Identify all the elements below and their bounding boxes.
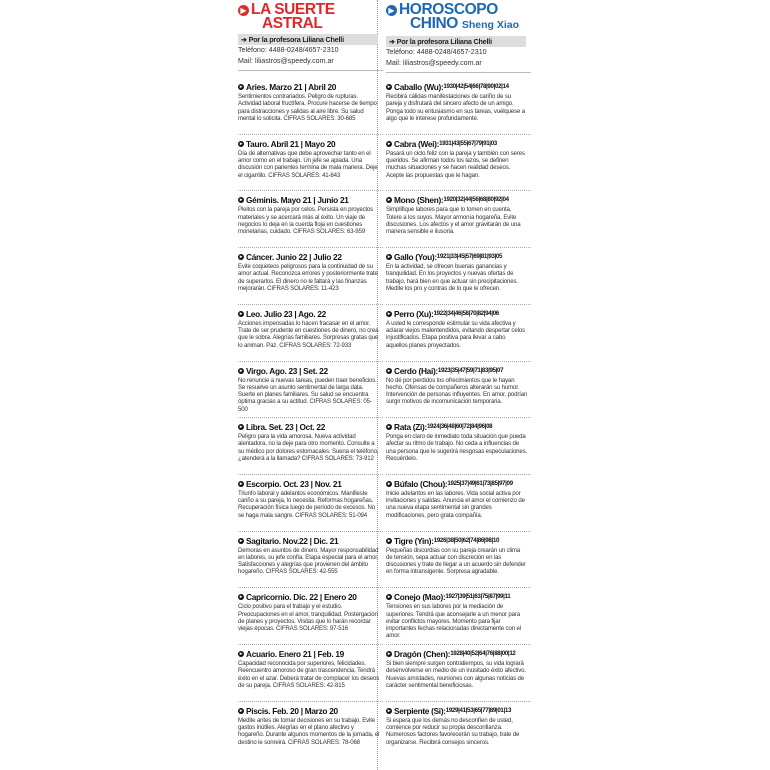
bullet-arrow-icon: ▸ — [239, 424, 243, 431]
bullet-arrow-icon: ▸ — [239, 197, 243, 204]
zodiac-entry-text: Triunfo laboral y adelantos económicos. Manifieste cariño a su pareja, lo necesita. Reformas hogareñas. Recuperación física luego de período de excesos. No se haga mala sangre. CIFRAS SOLARES: 51-094 — [238, 489, 375, 519]
bullet-arrow-icon: ▸ — [239, 707, 243, 714]
bullet-arrow-icon: ▸ — [387, 707, 391, 714]
zodiac-entry — [238, 366, 384, 413]
zodiac-entry — [238, 592, 384, 632]
chinese-entry-text: Ponga en claro de inmediato toda situación que pueda afectar su ritmo de trabajo. No ceda a influencias de una persona que le sugerirá riesgosas especulaciones. Recuérdelo. — [386, 433, 528, 463]
chinese-entry-text: Tensiones en sus labores por la mediación de superiores. Tendrá que aconsejarle a un menor para evitar conflictos mayores. Momento para fijar importantes fechas relacionadas directamente con el amor. — [386, 603, 521, 640]
chinese-entry-years: 1931|43|55|67|79|91|03 — [439, 139, 497, 147]
chinese-entry-years: 1926|38|50|62|74|86|98|10 — [433, 536, 500, 544]
chinese-entry-years: 1923|35|47|59|71|83|95|07 — [437, 366, 504, 374]
chinese-entry-heading — [386, 139, 532, 149]
entry-separator — [238, 134, 383, 135]
astral-title — [251, 3, 335, 30]
astral-title-line1: LA SUERTE — [251, 1, 335, 18]
chinese-entry-text: Pasará un ciclo feliz con la pareja y también con seres queridos. Se afirman todos los lazos, se definen muchas situaciones y se hacen realidad deseos. Acepte las propuestas que le hagan. — [386, 149, 525, 179]
chinese-header-rule — [386, 72, 531, 73]
astral-title-line2: ASTRAL — [262, 14, 323, 32]
chinese-entry — [386, 82, 532, 122]
chinese-entry-years: 1924|36|48|60|72|84|96|08 — [426, 423, 493, 431]
astral-phone: Teléfono: 4488-0248/4657-2310 — [238, 46, 339, 54]
zodiac-entry-text: Acciones impensadas lo hacen fracasar en el amor. Trate de ser prudente en cuestiones de dinero, no crea que le sobra. Alegrías familiares. Sorpresas gratas que lo animan. Paz. CIFRAS SOLARES: 72-933 — [238, 319, 379, 349]
chinese-title-sub: Sheng Xiao — [461, 18, 520, 31]
chinese-entry-text: Simplifique labores para que lo tomen en cuenta. Tolere a los suyos. Mayor armonía hogareña. Evite discusiones. Los afectos y el amor gravitarán de una manera sensible e ilusoria. — [386, 206, 521, 236]
zodiac-entry — [238, 82, 384, 122]
chinese-entry-heading — [386, 706, 532, 716]
zodiac-entry-heading — [238, 366, 384, 376]
zodiac-entry-text: No renuncie a nuevas tareas, pueden traer beneficios. Se resuelve un asunto sentimental de larga data. Suerte en planes familiares. Su salud se encuentra óptima gracias a su actitud. CIFRAS SOLARES: 05-500 — [238, 376, 377, 413]
entry-separator — [238, 304, 383, 305]
zodiac-entry-heading — [238, 592, 384, 602]
chinese-entry-heading — [386, 536, 532, 546]
chinese-entry-text: Recibirá cálidas manifestaciones de cariño de su pareja y disfrutará del sincero afecto de un amigo. Ponga todo su entusiasmo en sus tareas, vuélquese a algo que le interese profundamente. — [386, 93, 526, 122]
chinese-entry-years: 1922|34|46|58|70|82|94|06 — [433, 309, 499, 317]
astral-header — [238, 3, 383, 30]
chinese-entry — [386, 706, 532, 746]
entry-separator — [238, 701, 383, 702]
bullet-arrow-icon: ▸ — [239, 537, 243, 544]
zodiac-entry — [238, 139, 384, 179]
bullet-arrow-icon: ▸ — [387, 424, 391, 431]
entry-separator — [386, 304, 531, 305]
zodiac-entry-name: Aries. Marzo 21 | Abril 20 — [246, 82, 337, 92]
chinese-entry-text: Si espera que los demás no desconfíen de usted, comience por reducir su propia desconfianza. Numerosos factores favorecerán su trabajo, trate de organizarse. Recibirá consejos sinceros. — [386, 716, 520, 746]
bullet-arrow-icon: ▸ — [387, 480, 391, 487]
zodiac-entry-heading — [238, 139, 384, 149]
entry-separator — [386, 361, 531, 362]
bullet-arrow-icon: ▸ — [387, 651, 391, 657]
chinese-entry — [386, 252, 532, 292]
entry-separator — [238, 361, 383, 362]
bullet-arrow-icon: ▸ — [387, 84, 391, 90]
zodiac-entry-heading — [238, 252, 384, 262]
bullet-arrow-icon: ▸ — [239, 480, 243, 487]
entry-separator — [238, 417, 383, 418]
chinese-entry-name: Cabra (Wei): — [394, 138, 440, 149]
play-arrow-icon: ▶ — [238, 5, 249, 16]
chinese-header — [386, 3, 531, 32]
entry-separator — [386, 190, 531, 191]
chinese-entry — [386, 139, 532, 179]
zodiac-entry-heading — [238, 195, 384, 205]
chinese-title-line1: HOROSCOPO — [399, 1, 498, 18]
zodiac-entry-text: Pleitos con la pareja por celos. Persista en proyectos materiales y se acercará más al éxito. Un viaje de negocios lo deja en la cuerda floja en cuestiones monetarias, cuidado. CIFRAS SOLARES: 63-959 — [238, 206, 374, 236]
chinese-entry-years: 1927|39|51|63|75|87|99|11 — [445, 593, 511, 601]
chinese-entry-text: Pequeñas discordias con su pareja crearán un clima de tensión, sepa actuar con discreción en las discusiones y trate de llegar a un acuerdo sin defender en forma intransigente. Sorpresa agradable. — [386, 546, 526, 576]
chinese-phone: Teléfono: 4488-0248/4657-2310 — [386, 48, 487, 56]
zodiac-entry-name: Virgo. Ago. 23 | Set. 22 — [246, 365, 328, 376]
chinese-entry-name: Cerdo (Hai): — [394, 365, 438, 376]
chinese-entry-name: Dragón (Chen): — [394, 649, 451, 659]
zodiac-entry-text: Capacidad reconocida por superiores, felicidades. Reencuentro amoroso de gran trascendencia. Tendrá éxito en el azar. Deberá tratar de complacer los deseos de su pareja. CIFRAS SOLARES: 42-815 — [238, 660, 380, 689]
zodiac-entry-heading — [238, 309, 384, 319]
bullet-arrow-icon: ▸ — [239, 310, 243, 317]
entry-separator — [238, 474, 383, 475]
zodiac-entry — [238, 422, 384, 462]
chinese-entry-heading — [386, 252, 532, 262]
zodiac-entry-name: Sagitario. Nov.22 | Dic. 21 — [246, 535, 339, 546]
chinese-entry-heading — [386, 195, 532, 205]
chinese-entry — [386, 536, 532, 576]
entry-separator — [386, 417, 531, 418]
chinese-entry-name: Conejo (Mao): — [394, 592, 446, 603]
chinese-entry — [386, 649, 532, 689]
bullet-arrow-icon: ▸ — [387, 140, 391, 147]
chinese-entry — [386, 422, 532, 462]
bullet-arrow-icon: ▸ — [239, 254, 243, 261]
astral-header-rule — [238, 70, 383, 71]
entry-separator — [386, 701, 531, 702]
entry-separator — [238, 587, 383, 588]
chinese-mail[interactable]: Mail: liliastros@speedy.com.ar — [386, 58, 482, 67]
chinese-entry-years: 1920|32|44|56|68|80|92|04 — [443, 196, 509, 204]
chinese-entry-years: 1928|40|52|64|76|88|00|12 — [450, 650, 516, 657]
chinese-entry-name: Búfalo (Chou): — [394, 478, 448, 489]
chinese-entry — [386, 309, 532, 349]
zodiac-entry — [238, 649, 384, 689]
chinese-title — [399, 3, 519, 32]
zodiac-entry-name: Tauro. Abril 21 | Mayo 20 — [246, 138, 336, 149]
astral-byline: ➔ Por la profesora Liliana Chelli — [238, 34, 378, 45]
chinese-entry-heading — [386, 592, 532, 602]
zodiac-entry-name: Piscis. Feb. 20 | Marzo 20 — [246, 705, 338, 716]
chinese-entry-heading — [386, 366, 532, 376]
chinese-entry-name: Mono (Shen): — [394, 195, 444, 206]
bullet-arrow-icon: ▸ — [387, 537, 391, 544]
chinese-entry — [386, 592, 532, 639]
entry-separator — [386, 134, 531, 135]
zodiac-entry-heading — [238, 82, 384, 92]
entry-separator — [386, 587, 531, 588]
bullet-arrow-icon: ▸ — [239, 594, 243, 601]
zodiac-entry-name: Acuario. Enero 21 | Feb. 19 — [246, 649, 344, 659]
entry-separator — [238, 644, 383, 645]
entry-separator — [386, 644, 531, 645]
chinese-entry-name: Serpiente (Si): — [394, 705, 446, 716]
chinese-title-line2: CHINO — [410, 14, 458, 32]
entry-separator — [238, 531, 383, 532]
zodiac-entry-text: Evite coqueteos peligrosos para la continuidad de su amor actual. Reconozca errores y posteriormente trate de superarlos. El dinero no le faltará y las finanzas mejorarán. CIFRAS SOLARES: 11-423 — [238, 263, 378, 292]
chinese-entry-heading — [386, 309, 532, 319]
zodiac-entry-name: Escorpio. Oct. 23 | Nov. 21 — [246, 478, 342, 489]
bullet-arrow-icon: ▸ — [239, 651, 243, 657]
zodiac-entry — [238, 536, 384, 576]
chinese-entry-years: 1925|37|49|61|73|85|97|09 — [447, 479, 513, 487]
zodiac-entry — [238, 309, 384, 349]
bullet-arrow-icon: ▸ — [387, 310, 391, 317]
zodiac-entry — [238, 479, 384, 519]
chinese-entry-heading — [386, 479, 532, 489]
astral-mail[interactable]: Mail: liliastros@speedy.com.ar — [238, 56, 334, 65]
entry-separator — [386, 247, 531, 248]
chinese-entry-years: 1930|42|54|66|78|90|02|14 — [443, 83, 509, 90]
chinese-title-line2-wrap — [399, 14, 520, 33]
zodiac-entry-heading — [238, 536, 384, 546]
entry-separator — [238, 190, 383, 191]
zodiac-entry-heading — [238, 649, 384, 659]
zodiac-entry-text: Demoras en asuntos de dinero. Mayor responsabilidad en labores, su jefe confía. Etapa especial para el amor. Satisfacciones y alegrías que provienen del ámbito hogareño. CIFRAS SOLARES: 42-555 — [238, 546, 379, 576]
zodiac-entry-heading — [238, 422, 384, 432]
chinese-column — [386, 0, 531, 73]
zodiac-entry-text: Sentimientos contrariados. Peligro de rupturas. Actividad laboral fructífera. Procure hacerse de tiempo para distracciones y salidas al aire libre. Su salud mental lo solicita. CIFRAS SOLARES: 30-685 — [238, 93, 377, 122]
chinese-entry-text: No dé por perdidos los ofrecimientos que le hayan hecho. Ofensas de compañeros alterarán su humor. Intervención de personas influyentes. En amor, podrían surgir motivos de incomunicación temporaria. — [386, 376, 528, 406]
zodiac-entry-text: Ciclo positivo para el trabajo y el estudio. Preocupaciones en el amor, tranquilidad. Postergación de planes y proyectos. Visitas que lo harán recordar viejas épocas. CIFRAS SOLARES: 97-516 — [238, 603, 378, 633]
chinese-entry-name: Tigre (Yin): — [394, 535, 434, 546]
chinese-entry — [386, 366, 532, 406]
chinese-byline: ➔ Por la profesora Liliana Chelli — [386, 36, 526, 47]
chinese-entry-text: A usted le corresponde estimular su vida afectiva y aclarar viejos malentendidos, evitando despertar celos injustificados. Etapa positiva para llevar a cabo aquellos planes proyectados. — [386, 319, 525, 349]
zodiac-entry-name: Géminis. Mayo 21 | Junio 21 — [246, 195, 349, 206]
zodiac-entry — [238, 252, 384, 292]
chinese-entry-heading — [386, 422, 532, 432]
chinese-entry-years: 1929|41|53|65|77|89|01|13 — [445, 706, 512, 714]
zodiac-entry-name: Cáncer. Junio 22 | Julio 22 — [246, 252, 342, 263]
chinese-entry-text: Si bien siempre surgen contratiempos, su vida logrará desenvolverse en medio de un inusitado éxito afectivo. Nuevas amistades, reuniones con algunas noticias de carácter sentimental beneficiosas. — [386, 660, 526, 689]
entry-separator — [238, 247, 383, 248]
bullet-arrow-icon: ▸ — [387, 367, 391, 374]
astral-column — [238, 0, 383, 71]
zodiac-entry-heading — [238, 479, 384, 489]
entry-separator — [386, 531, 531, 532]
entry-separator — [386, 474, 531, 475]
bullet-arrow-icon: ▸ — [387, 254, 391, 261]
chinese-entry-text: En la actividad, se ofrecen buenas ganancias y tranquilidad. En los proyectos y nuevas ofertas de trabajo, hará bien en que actuar sin precipitaciones. Medite los pro y contras de lo que le ofrecen. — [386, 263, 518, 292]
chinese-entry — [386, 479, 532, 519]
zodiac-entry — [238, 195, 384, 235]
chinese-entry-name: Gallo (You): — [394, 252, 437, 263]
bullet-arrow-icon: ▸ — [387, 197, 391, 204]
chinese-entry-text: Inicie adelantos en las labores. Vida social activa por invitaciones y salidas. Anuncia el amor el comienzo de una nueva etapa sentimental sin grandes modificaciones, pero grata compañía. — [386, 489, 525, 519]
chinese-entry-years: 1921|33|45|57|69|81|93|05 — [436, 253, 503, 261]
zodiac-entry-text: Medite antes de tomar decisiones en su trabajo. Evite gastos inútiles. Alegrías en el plano afectivo y hogareño. Durante algunos momentos de la jornada, el destino le sonreirá. CIFRAS SOLARES: 78-068 — [238, 716, 380, 746]
bullet-arrow-icon: ▸ — [387, 594, 391, 601]
play-arrow-icon: ▶ — [386, 5, 397, 16]
zodiac-entry — [238, 706, 384, 746]
zodiac-entry-name: Leo. Julio 23 | Ago. 22 — [246, 308, 326, 319]
zodiac-entry-name: Capricornio. Dic. 22 | Enero 20 — [246, 592, 357, 603]
zodiac-entry-text: Peligro para la vida amorosa. Nueva actividad alentadora, no la deje para otro momento. Consulte a su médico por dolores estomacales. Suena el teléfono, ¿atenderá a la llamada? CIFRAS SOLARES: 73-912 — [238, 433, 379, 463]
zodiac-entry-name: Libra. Set. 23 | Oct. 22 — [246, 422, 326, 433]
chinese-entry-name: Caballo (Wu): — [394, 82, 444, 92]
chinese-entry — [386, 195, 532, 235]
bullet-arrow-icon: ▸ — [239, 84, 243, 90]
zodiac-entry-text: Día de alternativas que debe aprovechar tanto en el amor como en el trabajo. Un jefe se apiada. Una discusión con parientes termina de mala manera. Deje el cigarrillo. CIFRAS SOLARES: 41-843 — [238, 149, 378, 179]
chinese-entry-heading — [386, 82, 532, 92]
chinese-entry-name: Perro (Xu): — [394, 308, 434, 319]
chinese-entry-name: Rata (Zi): — [394, 422, 427, 433]
bullet-arrow-icon: ▸ — [239, 140, 243, 147]
zodiac-entry-heading — [238, 706, 384, 716]
chinese-entry-heading — [386, 649, 532, 659]
bullet-arrow-icon: ▸ — [239, 367, 243, 374]
